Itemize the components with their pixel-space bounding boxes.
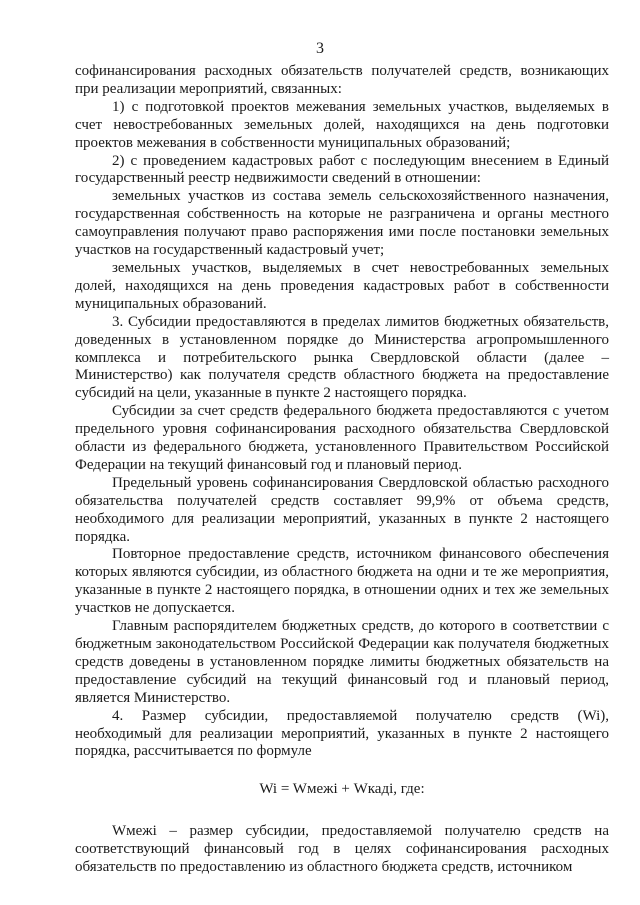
paragraph-item-1: 1) с подготовкой проектов межевания земельных участков, выделяемых в счет невостребованных земельных долей, находящихся на день подготовки проектов межевания в собственности муниципальных образований; xyxy=(75,98,609,151)
paragraph-federal-subsidies: Субсидии за счет средств федерального бюджета предоставляются с учетом предельного уровня софинансирования расходного обязательства Свердловской области из федерального бюджета, установленного Правительством Российской Федерации на текущий финансовый год и плановый период. xyxy=(75,403,609,473)
page-number: 3 xyxy=(316,40,324,57)
paragraph-chief-administrator: Главным распорядителем бюджетных средств, до которого в соответствии с бюджетным законодательством Российской Федерации как получателя бюджетных средств доведены в установленном порядке лимиты бюджетных обязательств на предоставление субсидий на текущий финансовый год и плановый период, является Министерство. xyxy=(75,618,609,706)
paragraph-land-plots-unclaimed: земельных участков, выделяемых в счет невостребованных земельных долей, находящихся на день проведения кадастровых работ в собственности муниципальных образований. xyxy=(75,259,609,312)
paragraph-cofinancing-level: Предельный уровень софинансирования Свердловской областью расходного обязательства получателей средств составляет 99,9% от объема средств, необходимого для реализации мероприятий, указанных в пункте 2 настоящего порядка. xyxy=(75,474,609,545)
paragraph-land-plots-agricultural: земельных участков из состава земель сельскохозяйственного назначения, государственная собственность на которые не разграничена и органы местного самоуправления получают право распоряжения ими после постановки земельных участков на государственный кадастровый учет; xyxy=(75,188,609,259)
paragraph-clause-3: 3. Субсидии предоставляются в пределах лимитов бюджетных обязательств, доведенных в установленном порядке до Министерства агропромышленного комплекса и потребительского рынка Свердловской области (далее – Министерство) как получателя средств областного бюджета на предоставление субсидий на цели, указанные в пункте 2 настоящего порядка. xyxy=(75,313,609,402)
paragraph-repeat-provision: Повторное предоставление средств, источником финансового обеспечения которых являются субсидии, из областного бюджета на одни и те же мероприятия, указанные в пункте 2 настоящего порядка, в отношении одних и тех же земельных участков не допускается. xyxy=(75,546,609,617)
document-body xyxy=(75,63,609,877)
paragraph-continuation: софинансирования расходных обязательств получателей средств, возникающих при реализации мероприятий, связанных: xyxy=(75,63,609,97)
formula: Wi = Wмежі + Wкаді, где: xyxy=(259,781,425,798)
paragraph-clause-4: 4. Размер субсидии, предоставляемой получателю средств (Wi), необходимый для реализации мероприятий, указанных в пункте 2 настоящего порядка, рассчитывается по формуле xyxy=(75,707,609,760)
paragraph-item-2: 2) с проведением кадастровых работ с последующим внесением в Единый государственный реестр недвижимости сведений в отношении: xyxy=(75,152,609,187)
paragraph-formula-explanation: Wмежі – размер субсидии, предоставляемой получателю средств на соответствующий финансовый год в целях софинансирования расходных обязательств по предоставлению из областного бюджета средств, источником xyxy=(75,823,609,876)
